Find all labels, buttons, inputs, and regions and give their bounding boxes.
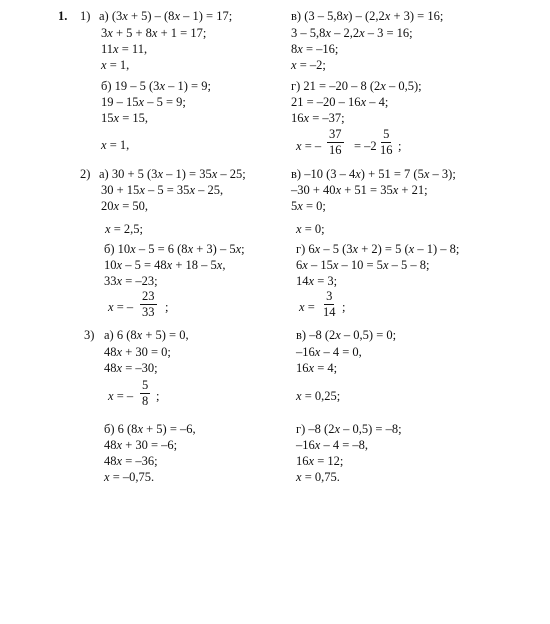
s1-g-line-1: г) 21 = –20 – 8 (2x – 0,5); — [291, 79, 422, 93]
s3-g-line-3: 16x = 12; — [296, 454, 344, 468]
s1-g-frac2-num: 5 — [383, 127, 390, 141]
s1-g-frac1-den: 16 — [329, 143, 342, 157]
s1-g-fraction-1 — [327, 128, 344, 157]
s1-g-result-mid: = –2 — [354, 139, 377, 153]
s1-g-fraction-2 — [378, 128, 395, 157]
s2-g-result-suffix: ; — [342, 300, 346, 314]
s3-v-line-1: в) –8 (2x – 0,5) = 0; — [296, 328, 397, 342]
s2-v-line-3: 5x = 0; — [291, 199, 326, 213]
s3-g-line-1: г) –8 (2x – 0,5) = –8; — [296, 422, 402, 436]
s1-g-line-3: 16x = –37; — [291, 111, 345, 125]
s1-b-line-4: x = 1, — [101, 138, 130, 152]
s1-g-result-suffix: ; — [398, 139, 402, 153]
s1-g-line-2: 21 = –20 – 16x – 4; — [291, 95, 389, 109]
s1-v-line-1: в) (3 – 5,8x) – (2,2x + 3) = 16; — [291, 9, 444, 23]
section-label-1: 1) — [80, 9, 91, 23]
s2-g-line-1: г) 6x – 5 (3x + 2) = 5 (x – 1) – 8; — [296, 242, 460, 256]
s2-g-line-2: 6x – 15x – 10 = 5x – 5 – 8; — [296, 258, 430, 272]
s3-a-frac-den: 8 — [142, 394, 149, 408]
s1-v-line-4: x = –2; — [291, 58, 326, 72]
s2-g-frac-den: 14 — [323, 305, 336, 319]
s3-a-frac-num: 5 — [142, 378, 149, 392]
s2-b-frac-den: 33 — [142, 305, 155, 319]
s3-a-result-prefix: x = – — [108, 389, 134, 403]
s1-v-line-2: 3 – 5,8x – 2,2x – 3 = 16; — [291, 26, 413, 40]
s1-v-line-3: 8x = –16; — [291, 42, 339, 56]
s1-a-line-4: x = 1, — [101, 58, 130, 72]
s3-v-line-2: –16x – 4 = 0, — [296, 345, 362, 359]
s1-a-line-3: 11x = 11, — [101, 42, 148, 56]
s2-b-result-prefix: x = – — [108, 300, 134, 314]
s3-g-line-4: x = 0,75. — [296, 470, 340, 484]
s2-b-line-1: б) 10x – 5 = 6 (8x + 3) – 5x; — [104, 242, 245, 256]
s1-a-line-1: а) (3x + 5) – (8x – 1) = 17; — [99, 9, 233, 23]
s2-v-line-1: в) –10 (3 – 4x) + 51 = 7 (5x – 3); — [291, 167, 456, 181]
s1-b-line-1: б) 19 – 5 (3x – 1) = 9; — [101, 79, 211, 93]
s3-a-line-2: 48x + 30 = 0; — [104, 345, 171, 359]
s2-b-fraction — [140, 290, 157, 319]
section-label-3: 3) — [84, 328, 95, 342]
s1-a-line-2: 3x + 5 + 8x + 1 = 17; — [101, 26, 207, 40]
s1-b-line-2: 19 – 15x – 5 = 9; — [101, 95, 186, 109]
s3-b-line-2: 48x + 30 = –6; — [104, 438, 178, 452]
problem-number: 1. — [58, 9, 68, 23]
s2-v-line-2: –30 + 40x + 51 = 35x + 21; — [291, 183, 428, 197]
s3-v-line-3: 16x = 4; — [296, 361, 338, 375]
s3-b-line-3: 48x = –36; — [104, 454, 158, 468]
s2-g-frac-num: 3 — [326, 289, 333, 303]
s3-g-line-2: –16x – 4 = –8, — [296, 438, 368, 452]
s3-a-result-suffix: ; — [156, 389, 160, 403]
s3-v-line-4: x = 0,25; — [296, 389, 341, 403]
s1-g-frac2-den: 16 — [380, 143, 393, 157]
s2-b-line-3: 33x = –23; — [104, 274, 158, 288]
s2-a-line-4: x = 2,5; — [105, 222, 143, 236]
s2-a-line-1: а) 30 + 5 (3x – 1) = 35x – 25; — [99, 167, 246, 181]
s1-b-line-3: 15x = 15, — [101, 111, 148, 125]
s2-b-line-2: 10x – 5 = 48x + 18 – 5x, — [104, 258, 226, 272]
s2-g-fraction — [321, 290, 338, 319]
s2-a-line-2: 30 + 15x – 5 = 35x – 25, — [101, 183, 224, 197]
section-label-2: 2) — [80, 167, 91, 181]
s1-g-result-prefix: x = – — [296, 139, 322, 153]
s2-g-result-prefix: x = — [299, 300, 315, 314]
s2-g-line-3: 14x = 3; — [296, 274, 338, 288]
s3-b-line-4: x = –0,75. — [104, 470, 155, 484]
s3-a-line-1: а) 6 (8x + 5) = 0, — [104, 328, 189, 342]
s2-b-frac-num: 23 — [142, 289, 155, 303]
s2-b-result-suffix: ; — [165, 300, 169, 314]
s2-v-line-4: x = 0; — [296, 222, 325, 236]
s3-a-line-3: 48x = –30; — [104, 361, 158, 375]
s2-a-line-3: 20x = 50, — [101, 199, 148, 213]
s3-a-fraction — [140, 379, 150, 408]
s3-b-line-1: б) 6 (8x + 5) = –6, — [104, 422, 196, 436]
s1-g-frac1-num: 37 — [329, 127, 342, 141]
